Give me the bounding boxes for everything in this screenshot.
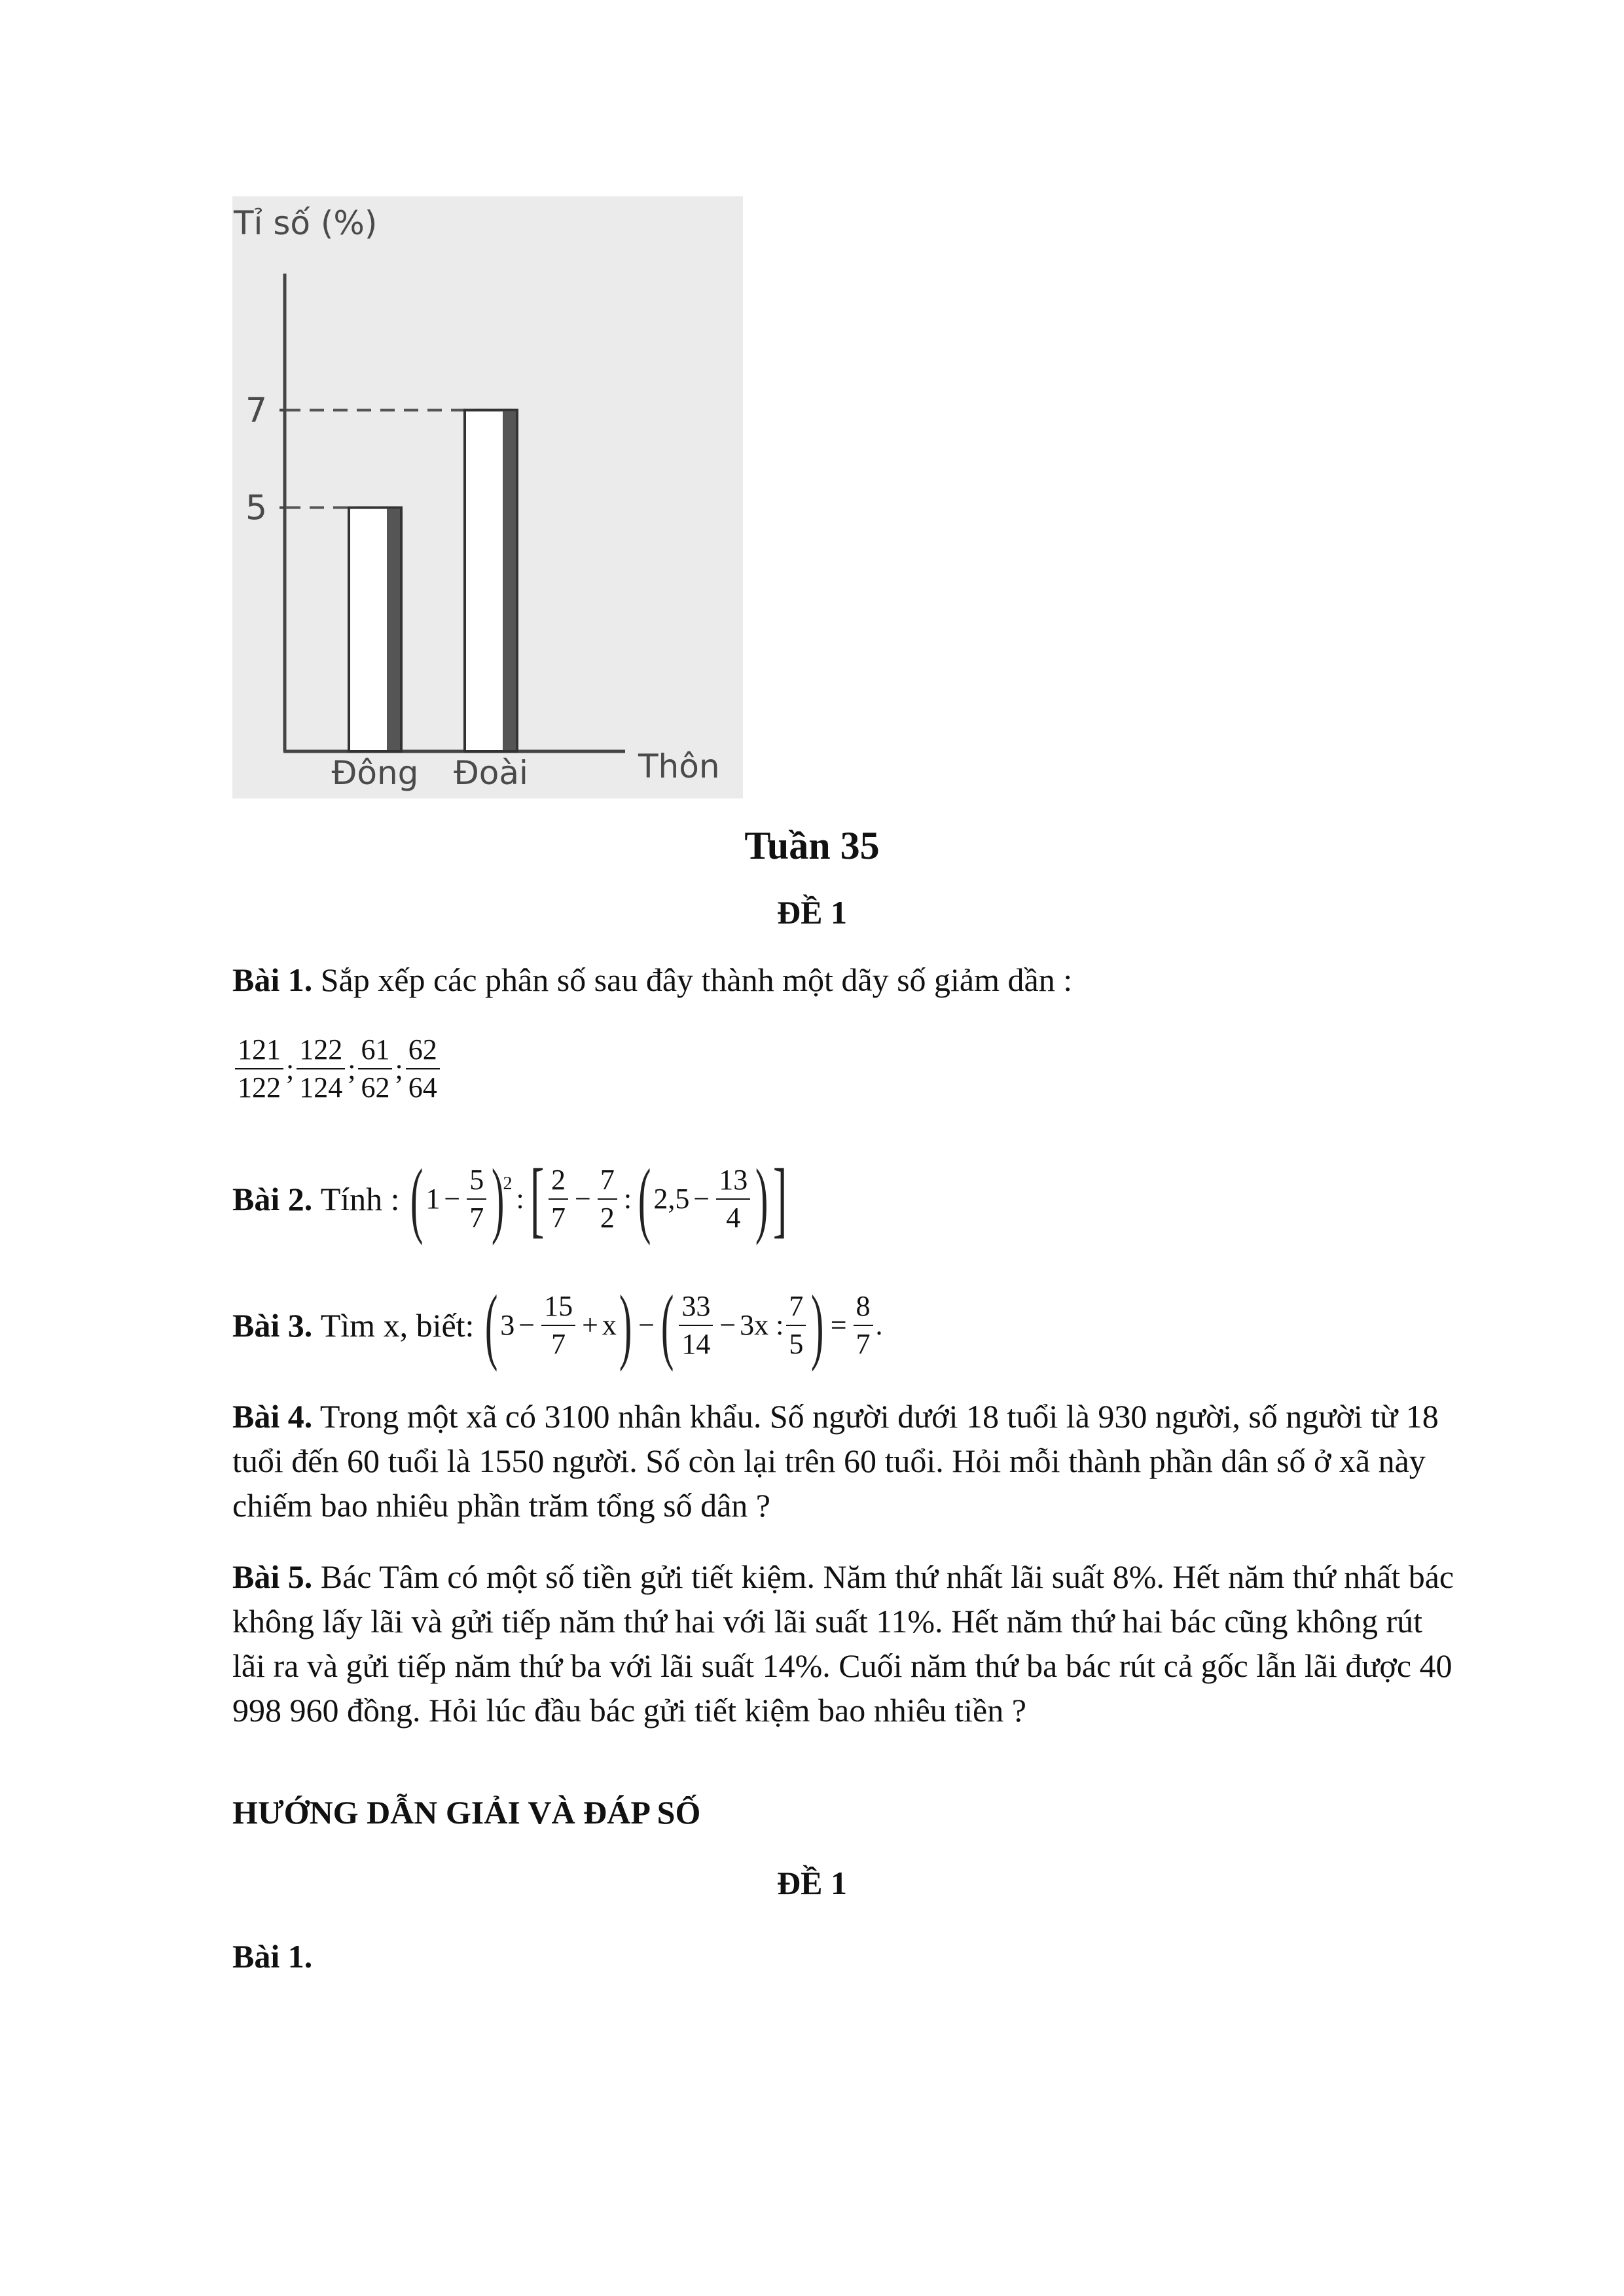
exercise-3 [232,1280,1463,1371]
minus-sign: − [575,1183,591,1215]
exercise-4 [232,1394,1463,1528]
exercise-4-text: Trong một xã có 3100 nhân khẩu. Số người dưới 18 tuổi là 930 người, số người từ 18 tuổi đến 60 tuổi là 1550 người. Số còn lại trên 60 tuổi. Hỏi mỗi thành phần dân số ở xã này chiếm bao nhiêu phần trăm tổng số dân ? [232,1398,1439,1524]
fraction-7-2 [598,1163,617,1235]
fraction-15-7 [541,1289,575,1361]
exercise-5-label: Bài 5. [232,1558,313,1595]
paren-open: ( [660,1278,674,1372]
paren-open: ( [410,1152,424,1246]
exercise-1-label: Bài 1. [232,961,313,998]
period: . [875,1309,883,1341]
fraction-5-7-num: 5 [467,1163,486,1200]
fraction-2-num: 122 [297,1033,345,1069]
one: 1 [425,1183,441,1215]
term-3x: 3x : [740,1309,784,1341]
paren-close: ) [811,1278,824,1372]
exercise-5-text: Bác Tâm có một số tiền gửi tiết kiệm. Năm thứ nhất lãi suất 8%. Hết năm thứ nhất bác không lấy lãi và gửi tiếp năm thứ hai với lãi suất 11%. Hết năm thứ hai bác cũng không rút lãi ra và gửi tiếp năm thứ ba với lãi suất 14%. Cuối năm thứ ba bác rút cả gốc lẫn lãi được 40 998 960 đồng. Hỏi lúc đầu bác gửi tiết kiệm bao nhiêu tiền ? [232,1558,1454,1729]
fraction-13-4 [716,1163,750,1235]
fraction-33-14-num: 33 [679,1289,713,1326]
bracket-close: ] [772,1152,787,1246]
equals-sign: = [830,1309,847,1341]
fraction-5-7 [467,1163,486,1235]
exercise-2-expression [408,1152,789,1246]
minus-sign: − [693,1183,710,1215]
minus-sign: − [719,1309,736,1341]
fraction-13-4-den: 4 [726,1202,741,1234]
fraction-8-7-den: 7 [856,1328,871,1360]
fraction-4-num: 62 [406,1033,440,1069]
paren-open: ( [638,1152,651,1246]
exercise-5 [232,1554,1463,1732]
minus-sign: − [638,1309,655,1341]
guide-exercise-1: Bài 1. [232,1938,313,1975]
fraction-4 [406,1033,440,1105]
plus-sign: + [582,1309,598,1341]
fraction-2 [297,1033,345,1105]
fraction-7-5-den: 5 [789,1328,804,1360]
paren-close: ) [619,1278,632,1372]
paren-open: ( [484,1278,498,1372]
bracket-open: [ [530,1152,545,1246]
separator: ; [395,1052,403,1085]
three: 3 [500,1309,515,1341]
paren-close: ) [755,1152,768,1246]
fraction-8-7-num: 8 [854,1289,873,1326]
divide-sign: : [516,1183,524,1215]
y-tick-label-1: 5 [245,488,268,528]
guide-title: HƯỚNG DẪN GIẢI VÀ ĐÁP SỐ [232,1794,701,1831]
fraction-1-den: 122 [238,1071,281,1103]
fraction-8-7 [854,1289,873,1361]
fraction-7-2-num: 7 [598,1163,617,1200]
bar-shade-1 [387,509,400,750]
fraction-1 [235,1033,283,1105]
separator: ; [286,1052,295,1085]
fraction-1-num: 121 [235,1033,283,1069]
exercise-1 [232,958,1463,1002]
fraction-15-7-num: 15 [541,1289,575,1326]
fraction-5-7-den: 7 [469,1202,484,1234]
exponent: 2 [503,1174,513,1194]
fraction-2-den: 124 [299,1071,343,1103]
fraction-4-den: 64 [408,1071,437,1103]
minus-sign: − [518,1309,535,1341]
separator: ; [348,1052,356,1085]
fraction-33-14-den: 14 [681,1328,711,1360]
test-title: ĐỀ 1 [777,894,847,931]
divide-sign: : [623,1183,632,1215]
category-label-2: Đoài [454,754,528,792]
fraction-2-7 [549,1163,568,1235]
exercise-2-text: Tính : [320,1181,400,1217]
fraction-7-5-num: 7 [786,1289,806,1326]
y-tick-label-2: 7 [245,391,268,431]
decimal: 2,5 [653,1183,690,1215]
exercise-1-fractions [232,1033,442,1105]
fraction-3-num: 61 [358,1033,392,1069]
fraction-33-14 [679,1289,713,1361]
guide-test-title: ĐỀ 1 [777,1865,847,1901]
x-axis-label: Thôn [638,747,720,785]
exercise-2 [232,1153,1463,1245]
fraction-13-4-num: 13 [716,1163,750,1200]
fraction-7-5 [786,1289,806,1361]
category-label-1: Đông [331,754,419,792]
fraction-15-7-den: 7 [551,1328,566,1360]
bar-chart [232,196,743,798]
fraction-2-7-den: 7 [551,1202,566,1234]
exercise-3-equation [482,1278,883,1372]
y-axis-label: Tỉ số (%) [234,204,378,242]
paren-close: ) [492,1152,505,1246]
fraction-7-2-den: 2 [600,1202,615,1234]
fraction-3 [358,1033,392,1105]
fraction-2-7-num: 2 [549,1163,568,1200]
exercise-1-text: Sắp xếp các phân số sau đây thành một dãy số giảm dần : [320,961,1073,998]
exercise-3-label: Bài 3. [232,1307,313,1344]
bar-shade-2 [503,412,516,750]
variable-x: x [602,1309,617,1341]
exercise-3-text: Tìm x, biết: [320,1307,475,1344]
week-title: Tuần 35 [744,824,880,867]
exercise-4-label: Bài 4. [232,1398,313,1435]
fraction-3-den: 62 [361,1071,390,1103]
minus-sign: − [444,1183,461,1215]
exercise-2-label: Bài 2. [232,1181,313,1217]
